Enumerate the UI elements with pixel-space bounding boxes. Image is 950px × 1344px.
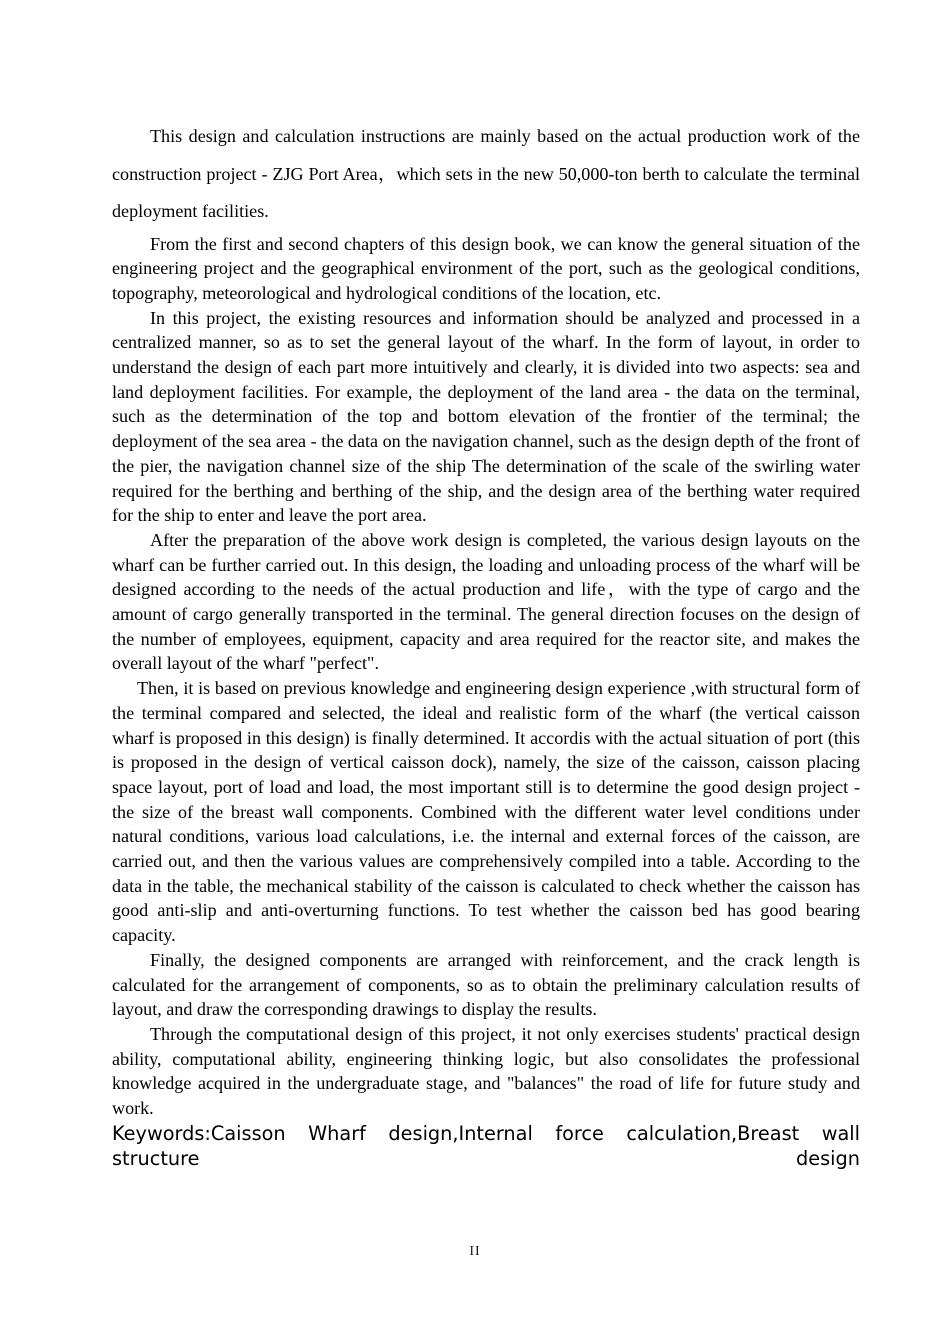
document-body xyxy=(112,118,860,1197)
paragraph-reinforcement: Finally, the designed components are arranged with reinforcement, and the crack length is calculated for the arrangement of components, so as to obtain the preliminary calculation results of layout, and draw the corresponding drawings to display the results. xyxy=(112,949,860,1020)
paragraph-caisson-design: Then, it is based on previous knowledge and engineering design experience ,with structural form of the terminal compared and selected, the ideal and realistic form of the wharf (the vertical caisson wharf is proposed in this design) is finally determined. It accordis with the actual situation of port (this is proposed in the design of vertical caisson dock), namely, the size of the caisson, caisson placing space layout, port of load and load, the most important still is to determine the good design project - the size of the breast wall components. Combined with the different water level conditions under natural conditions, various load calculations, i.e. the internal and external forces of the caisson, are carried out, and then the various values are comprehensively compiled into a table. According to the data in the table, the mechanical stability of the caisson is calculated to check whether the caisson has good anti-slip and anti-overturning functions. To test whether the caisson bed has good bearing capacity. xyxy=(112,678,860,946)
paragraph-conclusion: Through the computational design of this project, it not only exercises students' practical design ability, computational ability, engineering thinking logic, but also consolidates the professional knowledge acquired in the undergraduate stage, and "balances" the road of life for future study and work. xyxy=(112,1024,860,1119)
paragraph-chapters-overview: From the first and second chapters of this design book, we can know the general situation of the engineering project and the geographical environment of the port, such as the geological conditions, topography, meteorological and hydrological conditions of the location, etc. xyxy=(112,233,860,303)
keywords-line: Keywords:Caisson Wharf design,Internal force calculation,Breast wall structure design xyxy=(112,1121,860,1171)
paragraph-project-resources: In this project, the existing resources and information should be analyzed and processed in a centralized manner, so as to set the general layout of the wharf. In the form of layout, in order to understand the design of each part more intuitively and clearly, it is divided into two aspects: sea and land deployment facilities. For example, the deployment of the land area - the data on the terminal, such as the determination of the top and bottom elevation of the frontier of the terminal; the deployment of the sea area - the data on the navigation channel, such as the design depth of the front of the pier, the navigation channel size of the ship The determination of the scale of the swirling water required for the berthing and berthing of the ship, and the design area of the berthing water required for the ship to enter and leave the port area. xyxy=(112,307,860,526)
paragraph-design-layouts: After the preparation of the above work design is completed, the various design layouts on the wharf can be further carried out. In this design, the loading and unloading process of the wharf will be designed according to the needs of the actual production and life，with the type of cargo and the amount of cargo generally transported in the terminal. The general direction focuses on the design of the number of employees, equipment, capacity and area required for the reactor site, and makes the overall layout of the wharf "perfect". xyxy=(112,529,860,674)
paragraph-intro: This design and calculation instructions are mainly based on the actual production work of the construction project - ZJG Port Area，which sets in the new 50,000-ton berth to calculate the terminal deployment facilities. xyxy=(112,126,860,221)
page-number: II xyxy=(469,1244,481,1259)
